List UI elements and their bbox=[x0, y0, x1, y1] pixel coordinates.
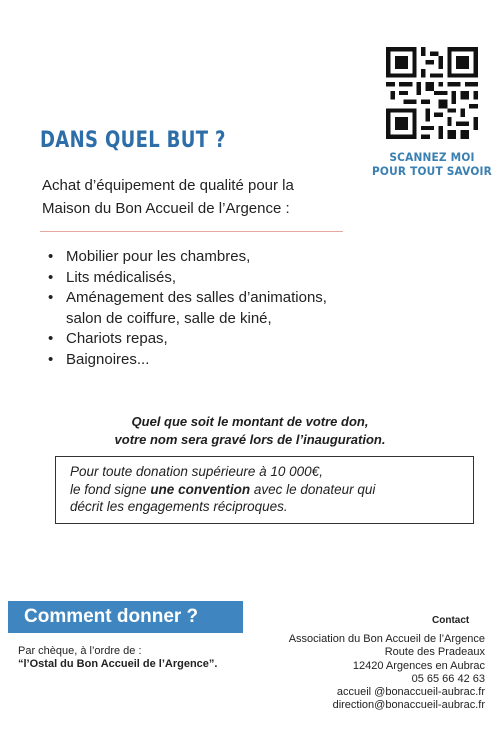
cheque-info bbox=[18, 645, 217, 671]
list-item-continuation: salon de coiffure, salle de kiné, bbox=[66, 309, 272, 327]
donation-line2-pre: le fond signe bbox=[70, 481, 151, 497]
intro-line2: Maison du Bon Accueil de l’Argence : bbox=[42, 200, 290, 217]
qr-caption bbox=[371, 150, 492, 178]
equipment-list bbox=[48, 247, 327, 370]
list-item: • Chariots repas, bbox=[48, 329, 327, 350]
qr-caption-line1: SCANNEZ MOI bbox=[389, 150, 475, 164]
list-item: • Mobilier pour les chambres, bbox=[48, 247, 327, 268]
contact-org: Association du Bon Accueil de l’Argence bbox=[288, 633, 485, 645]
contact-title: Contact bbox=[432, 615, 470, 626]
cheque-payee: “l’Ostal du Bon Accueil de l’Argence”. bbox=[18, 658, 218, 670]
intro-text bbox=[42, 174, 352, 220]
contact-block bbox=[250, 633, 485, 713]
qr-code-icon[interactable] bbox=[386, 47, 478, 139]
divider bbox=[40, 231, 343, 232]
intro-line1: Achat d’équipement de qualité pour la bbox=[42, 177, 294, 194]
list-item: • Aménagement des salles d’animations, bbox=[48, 288, 327, 309]
section-title: DANS QUEL BUT ? bbox=[40, 128, 226, 153]
convention-emphasis: une convention bbox=[150, 481, 251, 497]
cheque-label: Par chèque, à l’ordre de : bbox=[18, 645, 142, 657]
note-line2: votre nom sera gravé lors de l’inauguration. bbox=[114, 432, 386, 447]
note-line1: Quel que soit le montant de votre don, bbox=[131, 414, 369, 429]
how-to-give-banner: Comment donner ? bbox=[8, 601, 243, 633]
donation-box-text bbox=[70, 463, 470, 516]
list-item: • Lits médicalisés, bbox=[48, 268, 327, 289]
donation-line1: Pour toute donation supérieure à 10 000€, bbox=[70, 464, 323, 479]
donation-line2-post: avec le donateur qui bbox=[250, 481, 376, 497]
engraving-note bbox=[60, 413, 440, 449]
contact-city: 12420 Argences en Aubrac bbox=[352, 659, 485, 672]
donation-line3: décrit les engagements réciproques. bbox=[70, 499, 288, 514]
contact-street: Route des Pradeaux bbox=[384, 646, 485, 659]
qr-caption-line2: POUR TOUT SAVOIR bbox=[371, 164, 492, 178]
list-item: • Baignoires... bbox=[48, 350, 327, 371]
contact-email-direction[interactable]: direction@bonaccueil-aubrac.fr bbox=[332, 699, 485, 712]
contact-phone[interactable]: 05 65 66 42 63 bbox=[411, 672, 485, 685]
contact-email-accueil[interactable]: accueil @bonaccueil-aubrac.fr bbox=[336, 686, 485, 699]
donation-line2 bbox=[70, 481, 470, 499]
